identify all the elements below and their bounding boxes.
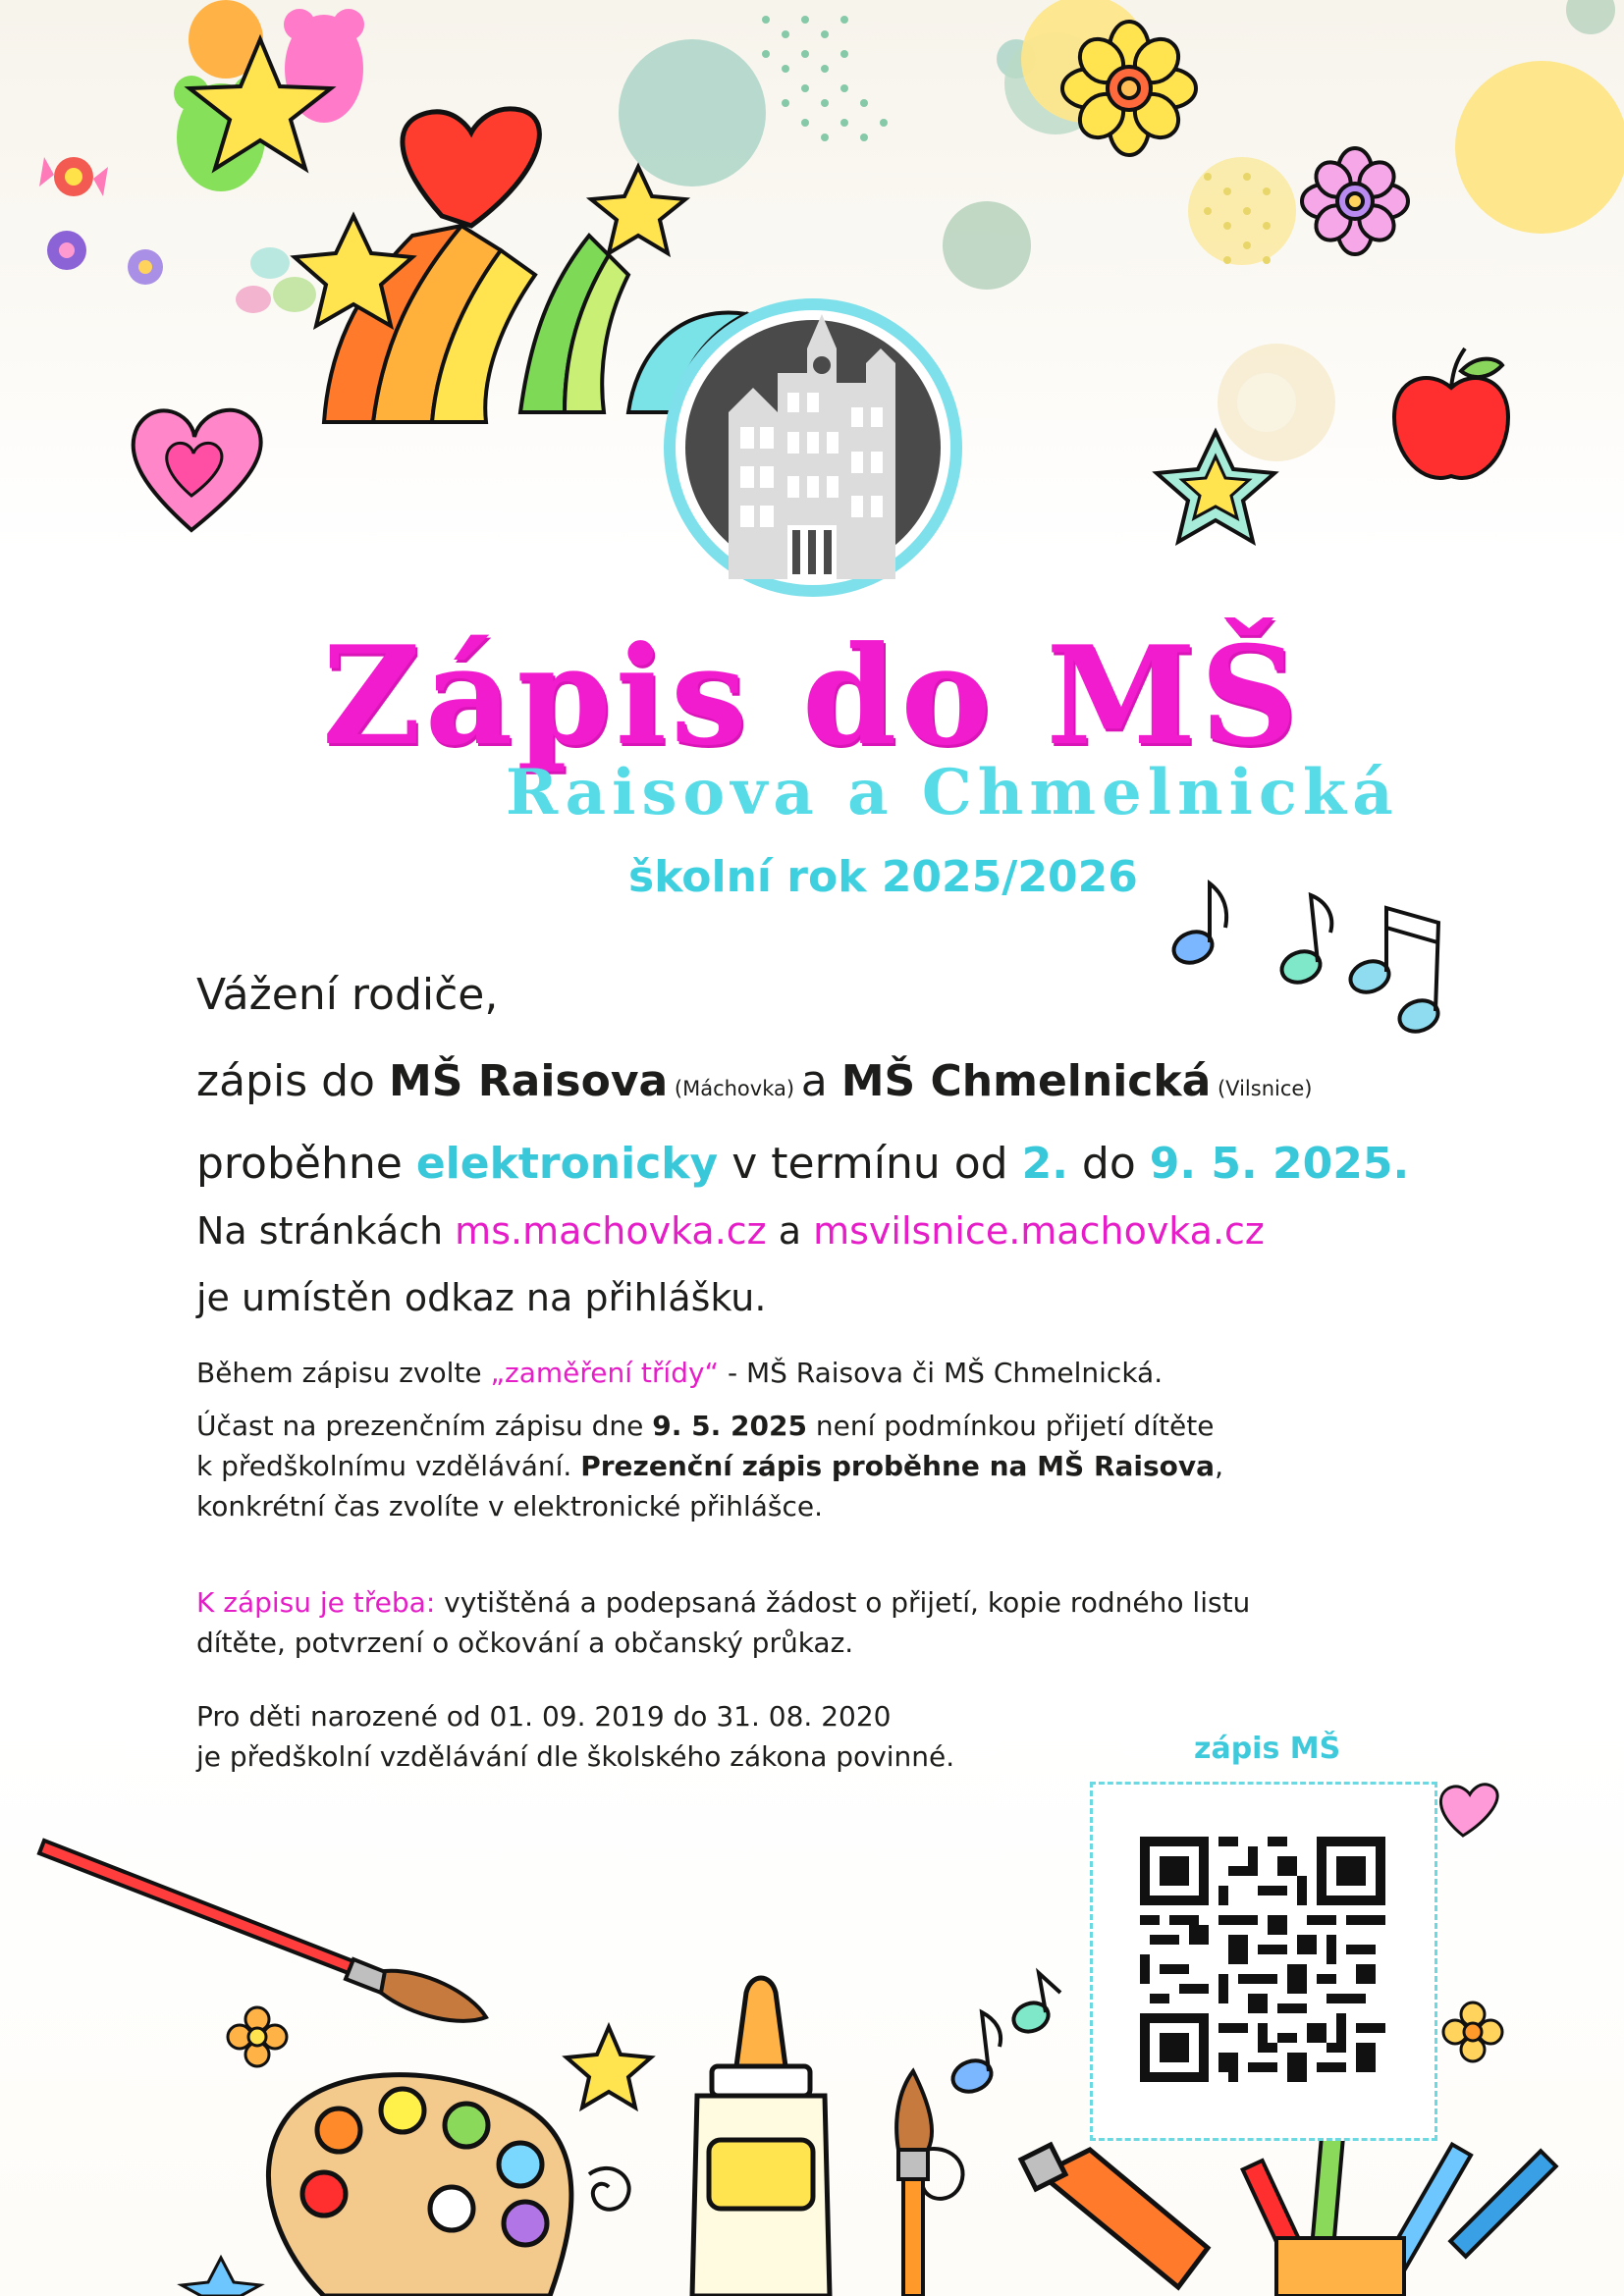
attendance-date: 9. 5. 2025 <box>652 1410 807 1442</box>
class-focus-highlight: „zaměření třídy“ <box>490 1357 720 1389</box>
palette-icon <box>268 2075 570 2296</box>
paintbrush-icon <box>896 2071 932 2296</box>
star-icon <box>182 2258 260 2296</box>
detail-attendance <box>196 1406 1223 1526</box>
qr-code-icon[interactable] <box>1140 1837 1385 2082</box>
text-fragment: a <box>800 1056 841 1106</box>
school-logo <box>660 294 966 601</box>
text-fragment: , <box>1215 1450 1223 1482</box>
school-note-vilsnice: (Vilsnice) <box>1211 1077 1313 1100</box>
text-fragment: do <box>1067 1139 1150 1189</box>
text-fragment: k předškolnímu vzdělávání. <box>196 1450 581 1482</box>
intro-line-schools <box>196 1058 1313 1105</box>
heart-icon <box>403 109 539 226</box>
apple-icon <box>1394 348 1508 478</box>
school-name-raisova: MŠ Raisova <box>388 1056 669 1106</box>
attendance-line-2 <box>196 1446 1223 1486</box>
text-fragment: Účast na prezenčním zápisu dne <box>196 1410 653 1442</box>
paint-tube-icon <box>1021 2145 1208 2287</box>
text-fragment: v termínu od <box>718 1139 1022 1189</box>
attendance-line-3: konkrétní čas zvolíte v elektronické přihlášce. <box>196 1490 823 1522</box>
attendance-line-1 <box>196 1406 1223 1446</box>
detail-class-focus <box>196 1353 1163 1393</box>
paintbrush-icon <box>39 1841 486 2021</box>
text-fragment: Na stránkách <box>196 1209 456 1253</box>
text-fragment: není podmínkou přijetí dítěte <box>806 1410 1215 1442</box>
text-fragment: Během zápisu zvolte <box>196 1357 491 1389</box>
text-fragment: proběhne <box>196 1139 416 1189</box>
text-fragment: vytištěná a podepsaná žádost o přijetí, kopie rodného listu <box>435 1586 1251 1619</box>
text-fragment: - MŠ Raisova či MŠ Chmelnická. <box>719 1357 1164 1389</box>
mandatory-line-1: Pro děti narozené od 01. 09. 2019 do 31. 08. 2020 <box>196 1700 892 1733</box>
poster-title: Zápis do MŠ <box>322 615 1302 775</box>
detail-requirements <box>196 1582 1250 1663</box>
flower-icon <box>1443 2002 1502 2061</box>
requirements-line-1 <box>196 1582 1250 1623</box>
intro-line-websites <box>196 1211 1265 1253</box>
star-icon <box>567 2027 651 2108</box>
detail-mandatory <box>196 1696 954 1777</box>
requirements-label: K zápisu je třeba: <box>196 1586 436 1619</box>
text-fragment: zápis do <box>196 1056 389 1106</box>
school-note-machovka: (Máchovka) <box>668 1077 801 1100</box>
poster-subtitle: Raisova a Chmelnická <box>506 756 1399 829</box>
heart-icon <box>1440 1785 1497 1836</box>
intro-line-dates <box>196 1141 1409 1188</box>
qr-frame <box>1090 1782 1437 2141</box>
qr-label: zápis MŠ <box>1194 1732 1341 1766</box>
date-from: 2. <box>1021 1139 1068 1189</box>
dot-pattern <box>762 16 888 141</box>
flower-icon <box>228 2007 287 2066</box>
heart-icon <box>134 410 261 530</box>
website-link-vilsnice[interactable]: msvilsnice.machovka.cz <box>813 1209 1265 1253</box>
website-link-machovka[interactable]: ms.machovka.cz <box>455 1209 767 1253</box>
requirements-line-2: dítěte, potvrzení o očkování a občanský průkaz. <box>196 1627 854 1659</box>
glue-bottle-icon <box>692 1978 830 2296</box>
intro-line-application: je umístěn odkaz na přihlášku. <box>196 1276 767 1319</box>
mode-highlight: elektronicky <box>415 1139 719 1189</box>
date-to: 9. 5. 2025. <box>1149 1139 1410 1189</box>
attendance-location: Prezenční zápis proběhne na MŠ Raisova <box>580 1450 1216 1482</box>
text-fragment: a <box>766 1209 814 1253</box>
mandatory-line-2: je předškolní vzdělávání dle školského zákona povinné. <box>196 1740 955 1773</box>
greeting: Vážení rodiče, <box>196 970 499 1020</box>
school-year: školní rok 2025/2026 <box>628 852 1138 902</box>
candy-icon <box>39 157 163 285</box>
crayons-icon <box>1243 2129 1556 2296</box>
school-name-chmelnicka: MŠ Chmelnická <box>840 1056 1212 1106</box>
